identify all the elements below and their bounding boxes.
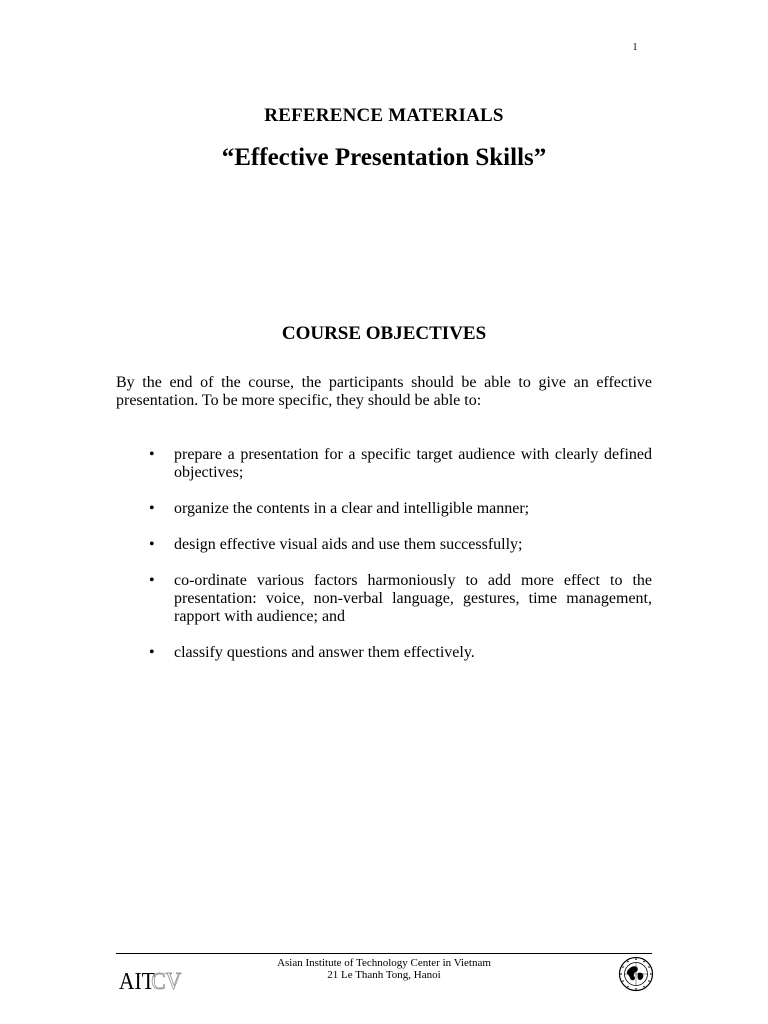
svg-text:CV: CV	[151, 967, 182, 995]
list-item	[116, 572, 652, 626]
section-heading: COURSE OBJECTIVES	[281, 323, 487, 344]
footer-divider	[116, 953, 652, 954]
list-item-text: co-ordinate various factors harmoniously to add more effect to the presentation: voice, non-verbal language, gestures, time management, rapport with audience; and	[174, 572, 652, 625]
bullet-icon: •	[149, 500, 155, 517]
list-item-text: design effective visual aids and use them successfully;	[174, 536, 523, 553]
reference-title: REFERENCE MATERIALS	[264, 105, 504, 126]
footer-address	[200, 957, 568, 981]
bullet-icon: •	[149, 572, 155, 589]
page-number: 1	[632, 42, 638, 53]
ait-seal-icon	[618, 956, 654, 992]
document-title: “Effective Presentation Skills”	[221, 144, 547, 171]
list-item	[116, 644, 652, 662]
footer-line-street: 21 Le Thanh Tong, Hanoi	[327, 969, 441, 981]
list-item	[116, 500, 652, 518]
list-item-text: classify questions and answer them effectively.	[174, 644, 475, 661]
bullet-icon: •	[149, 446, 155, 463]
list-item	[116, 536, 652, 554]
bullet-icon: •	[149, 536, 155, 553]
list-item	[116, 446, 652, 482]
list-item-text: prepare a presentation for a specific target audience with clearly defined objectives;	[174, 446, 652, 481]
objectives-list	[116, 446, 652, 680]
bullet-icon: •	[149, 644, 155, 661]
intro-paragraph: By the end of the course, the participants should be able to give an effective presentation. To be more specific, they should be able to:	[116, 374, 652, 409]
aitcv-logo-icon	[118, 960, 182, 995]
list-item-text: organize the contents in a clear and intelligible manner;	[174, 500, 530, 517]
svg-text:AIT: AIT	[118, 967, 155, 995]
footer-line-institute: Asian Institute of Technology Center in Vietnam	[277, 957, 491, 969]
